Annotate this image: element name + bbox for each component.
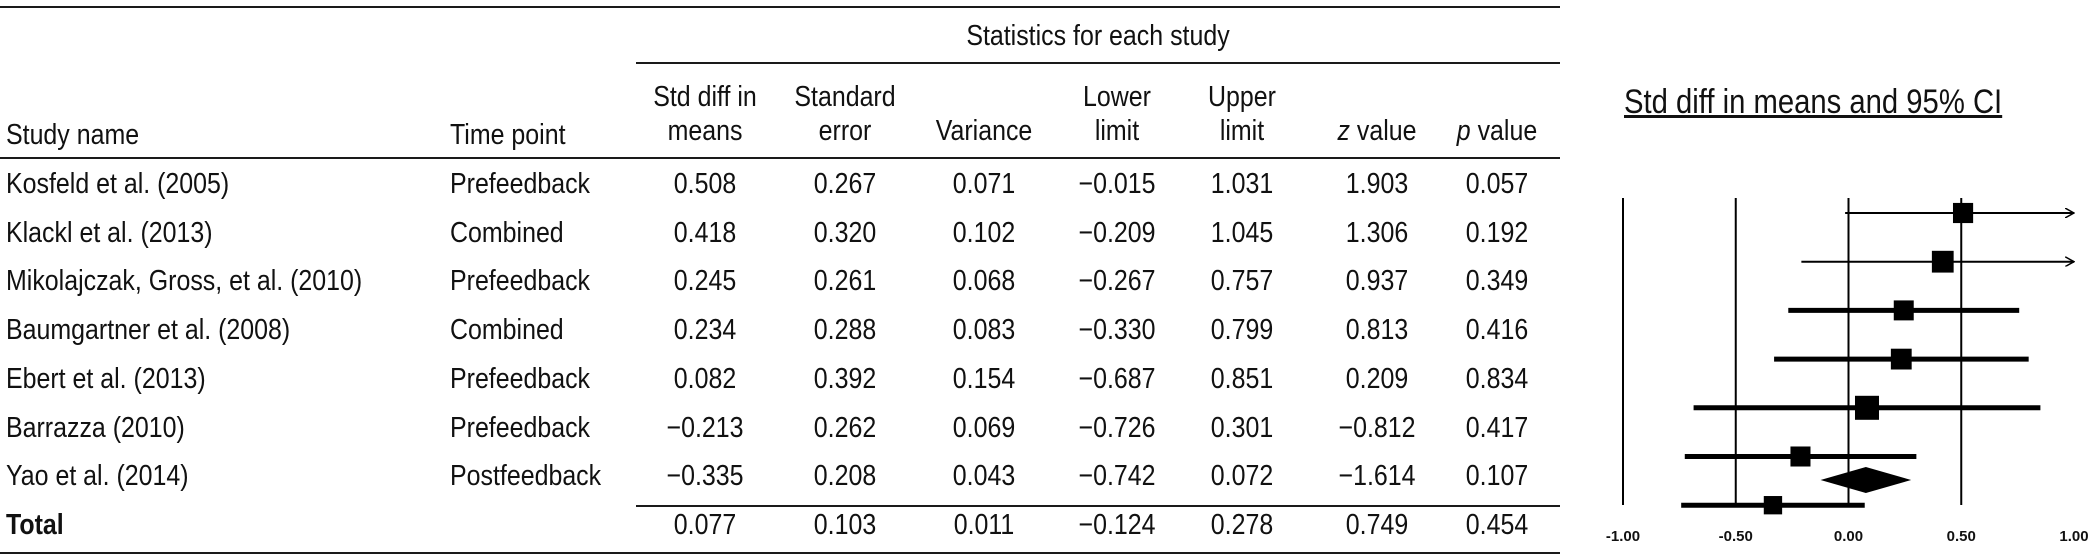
table-top-rule: [0, 6, 1560, 8]
cell-lower: −0.742: [1078, 460, 1156, 493]
cell-se: 0.320: [813, 216, 877, 249]
cell-upper: 1.045: [1210, 216, 1274, 249]
cell-study: Barrazza (2010): [6, 411, 185, 444]
cell-time: Prefeedback: [450, 362, 591, 395]
cell-se: 0.261: [813, 265, 877, 298]
group-header-rule: [636, 62, 1560, 64]
total-sdm: 0.077: [673, 509, 737, 541]
cell-time: Prefeedback: [450, 411, 591, 444]
cell-p: 0.107: [1465, 460, 1529, 493]
cell-z: 0.813: [1345, 314, 1409, 347]
cell-study: Klackl et al. (2013): [6, 216, 213, 249]
cell-time: Combined: [450, 216, 564, 249]
cell-p: 0.057: [1465, 168, 1529, 200]
cell-sdm: −0.213: [666, 411, 744, 444]
effect-square: [1953, 203, 1973, 223]
cell-study: Ebert et al. (2013): [6, 362, 206, 395]
effect-square: [1932, 251, 1954, 273]
cell-z: −1.614: [1338, 460, 1416, 493]
cell-time: Combined: [450, 314, 564, 347]
cell-p: 0.417: [1465, 411, 1529, 444]
group-header: Statistics for each study: [966, 20, 1230, 52]
effect-square: [1790, 446, 1810, 466]
col-header-study: Study name: [6, 119, 140, 151]
total-var: 0.011: [953, 509, 1015, 541]
x-tick-label: -0.50: [1718, 528, 1753, 545]
cell-var: 0.069: [952, 411, 1016, 444]
cell-upper: 0.757: [1210, 265, 1274, 298]
x-tick-label: 1.00: [2059, 528, 2089, 545]
cell-study: Kosfeld et al. (2005): [6, 168, 230, 200]
x-tick-label: -1.00: [1605, 528, 1641, 545]
effect-square: [1891, 349, 1912, 370]
cell-p: 0.834: [1465, 362, 1529, 395]
cell-se: 0.262: [813, 411, 877, 444]
cell-lower: −0.267: [1078, 265, 1156, 298]
cell-upper: 0.799: [1210, 314, 1274, 347]
cell-se: 0.208: [813, 460, 877, 493]
forest-plot-title: Std diff in means and 95% CI: [1624, 83, 2003, 121]
cell-p: 0.416: [1465, 314, 1529, 347]
col-header-lower: Lower limit: [1083, 81, 1151, 147]
cell-lower: −0.687: [1078, 362, 1156, 395]
cell-z: 0.209: [1345, 362, 1409, 395]
col-header-upper: Upper limit: [1208, 81, 1276, 147]
effect-square: [1894, 300, 1914, 320]
cell-sdm: −0.335: [666, 460, 744, 493]
cell-var: 0.102: [952, 216, 1016, 249]
total-z: 0.749: [1345, 509, 1409, 541]
cell-lower: −0.209: [1078, 216, 1156, 249]
cell-sdm: 0.234: [673, 314, 737, 347]
total-upper: 0.278: [1210, 509, 1274, 541]
total-label: Total: [6, 509, 64, 541]
total-lower: −0.124: [1078, 509, 1156, 541]
cell-var: 0.083: [952, 314, 1016, 347]
cell-upper: 0.072: [1210, 460, 1274, 493]
cell-z: −0.812: [1338, 411, 1416, 444]
cell-time: Postfeedback: [450, 460, 602, 493]
cell-se: 0.288: [813, 314, 877, 347]
table-bottom-rule: [0, 552, 1560, 554]
cell-sdm: 0.508: [673, 168, 737, 200]
summary-diamond: [1821, 467, 1912, 493]
cell-z: 0.937: [1345, 265, 1409, 298]
col-header-sdm: Std diff in means: [653, 81, 757, 147]
cell-lower: −0.330: [1078, 314, 1156, 347]
cell-p: 0.349: [1465, 265, 1529, 298]
cell-upper: 0.851: [1210, 362, 1274, 395]
col-header-var: Variance: [935, 115, 1033, 147]
cell-var: 0.154: [952, 362, 1016, 395]
col-header-se: Standard error: [794, 81, 896, 147]
col-header-z: z value: [1337, 115, 1417, 147]
cell-var: 0.071: [952, 168, 1016, 200]
cell-z: 1.903: [1345, 168, 1409, 200]
cell-p: 0.192: [1465, 216, 1529, 249]
x-tick-label: 0.50: [1946, 528, 1976, 545]
cell-upper: 0.301: [1210, 411, 1274, 444]
total-se: 0.103: [813, 509, 877, 541]
cell-sdm: 0.082: [673, 362, 737, 395]
cell-upper: 1.031: [1210, 168, 1274, 200]
col-header-p: p value: [1456, 115, 1538, 147]
cell-se: 0.267: [813, 168, 877, 200]
cell-z: 1.306: [1345, 216, 1409, 249]
cell-time: Prefeedback: [450, 265, 591, 298]
cell-study: Mikolajczak, Gross, et al. (2010): [6, 265, 363, 298]
effect-square: [1764, 496, 1782, 514]
total-top-rule: [636, 505, 1560, 507]
effect-square: [1855, 396, 1879, 420]
forest-plot: [1580, 0, 2099, 560]
cell-var: 0.043: [952, 460, 1016, 493]
cell-time: Prefeedback: [450, 168, 591, 200]
cell-sdm: 0.418: [673, 216, 737, 249]
cell-lower: −0.015: [1078, 168, 1156, 200]
cell-var: 0.068: [952, 265, 1016, 298]
col-header-time: Time point: [450, 119, 566, 151]
cell-study: Baumgartner et al. (2008): [6, 314, 291, 347]
cell-lower: −0.726: [1078, 411, 1156, 444]
cell-study: Yao et al. (2014): [6, 460, 189, 493]
x-tick-label: 0.00: [1833, 528, 1864, 545]
total-p: 0.454: [1465, 509, 1529, 541]
cell-sdm: 0.245: [673, 265, 737, 298]
header-bottom-rule: [0, 157, 1560, 159]
cell-se: 0.392: [813, 362, 877, 395]
